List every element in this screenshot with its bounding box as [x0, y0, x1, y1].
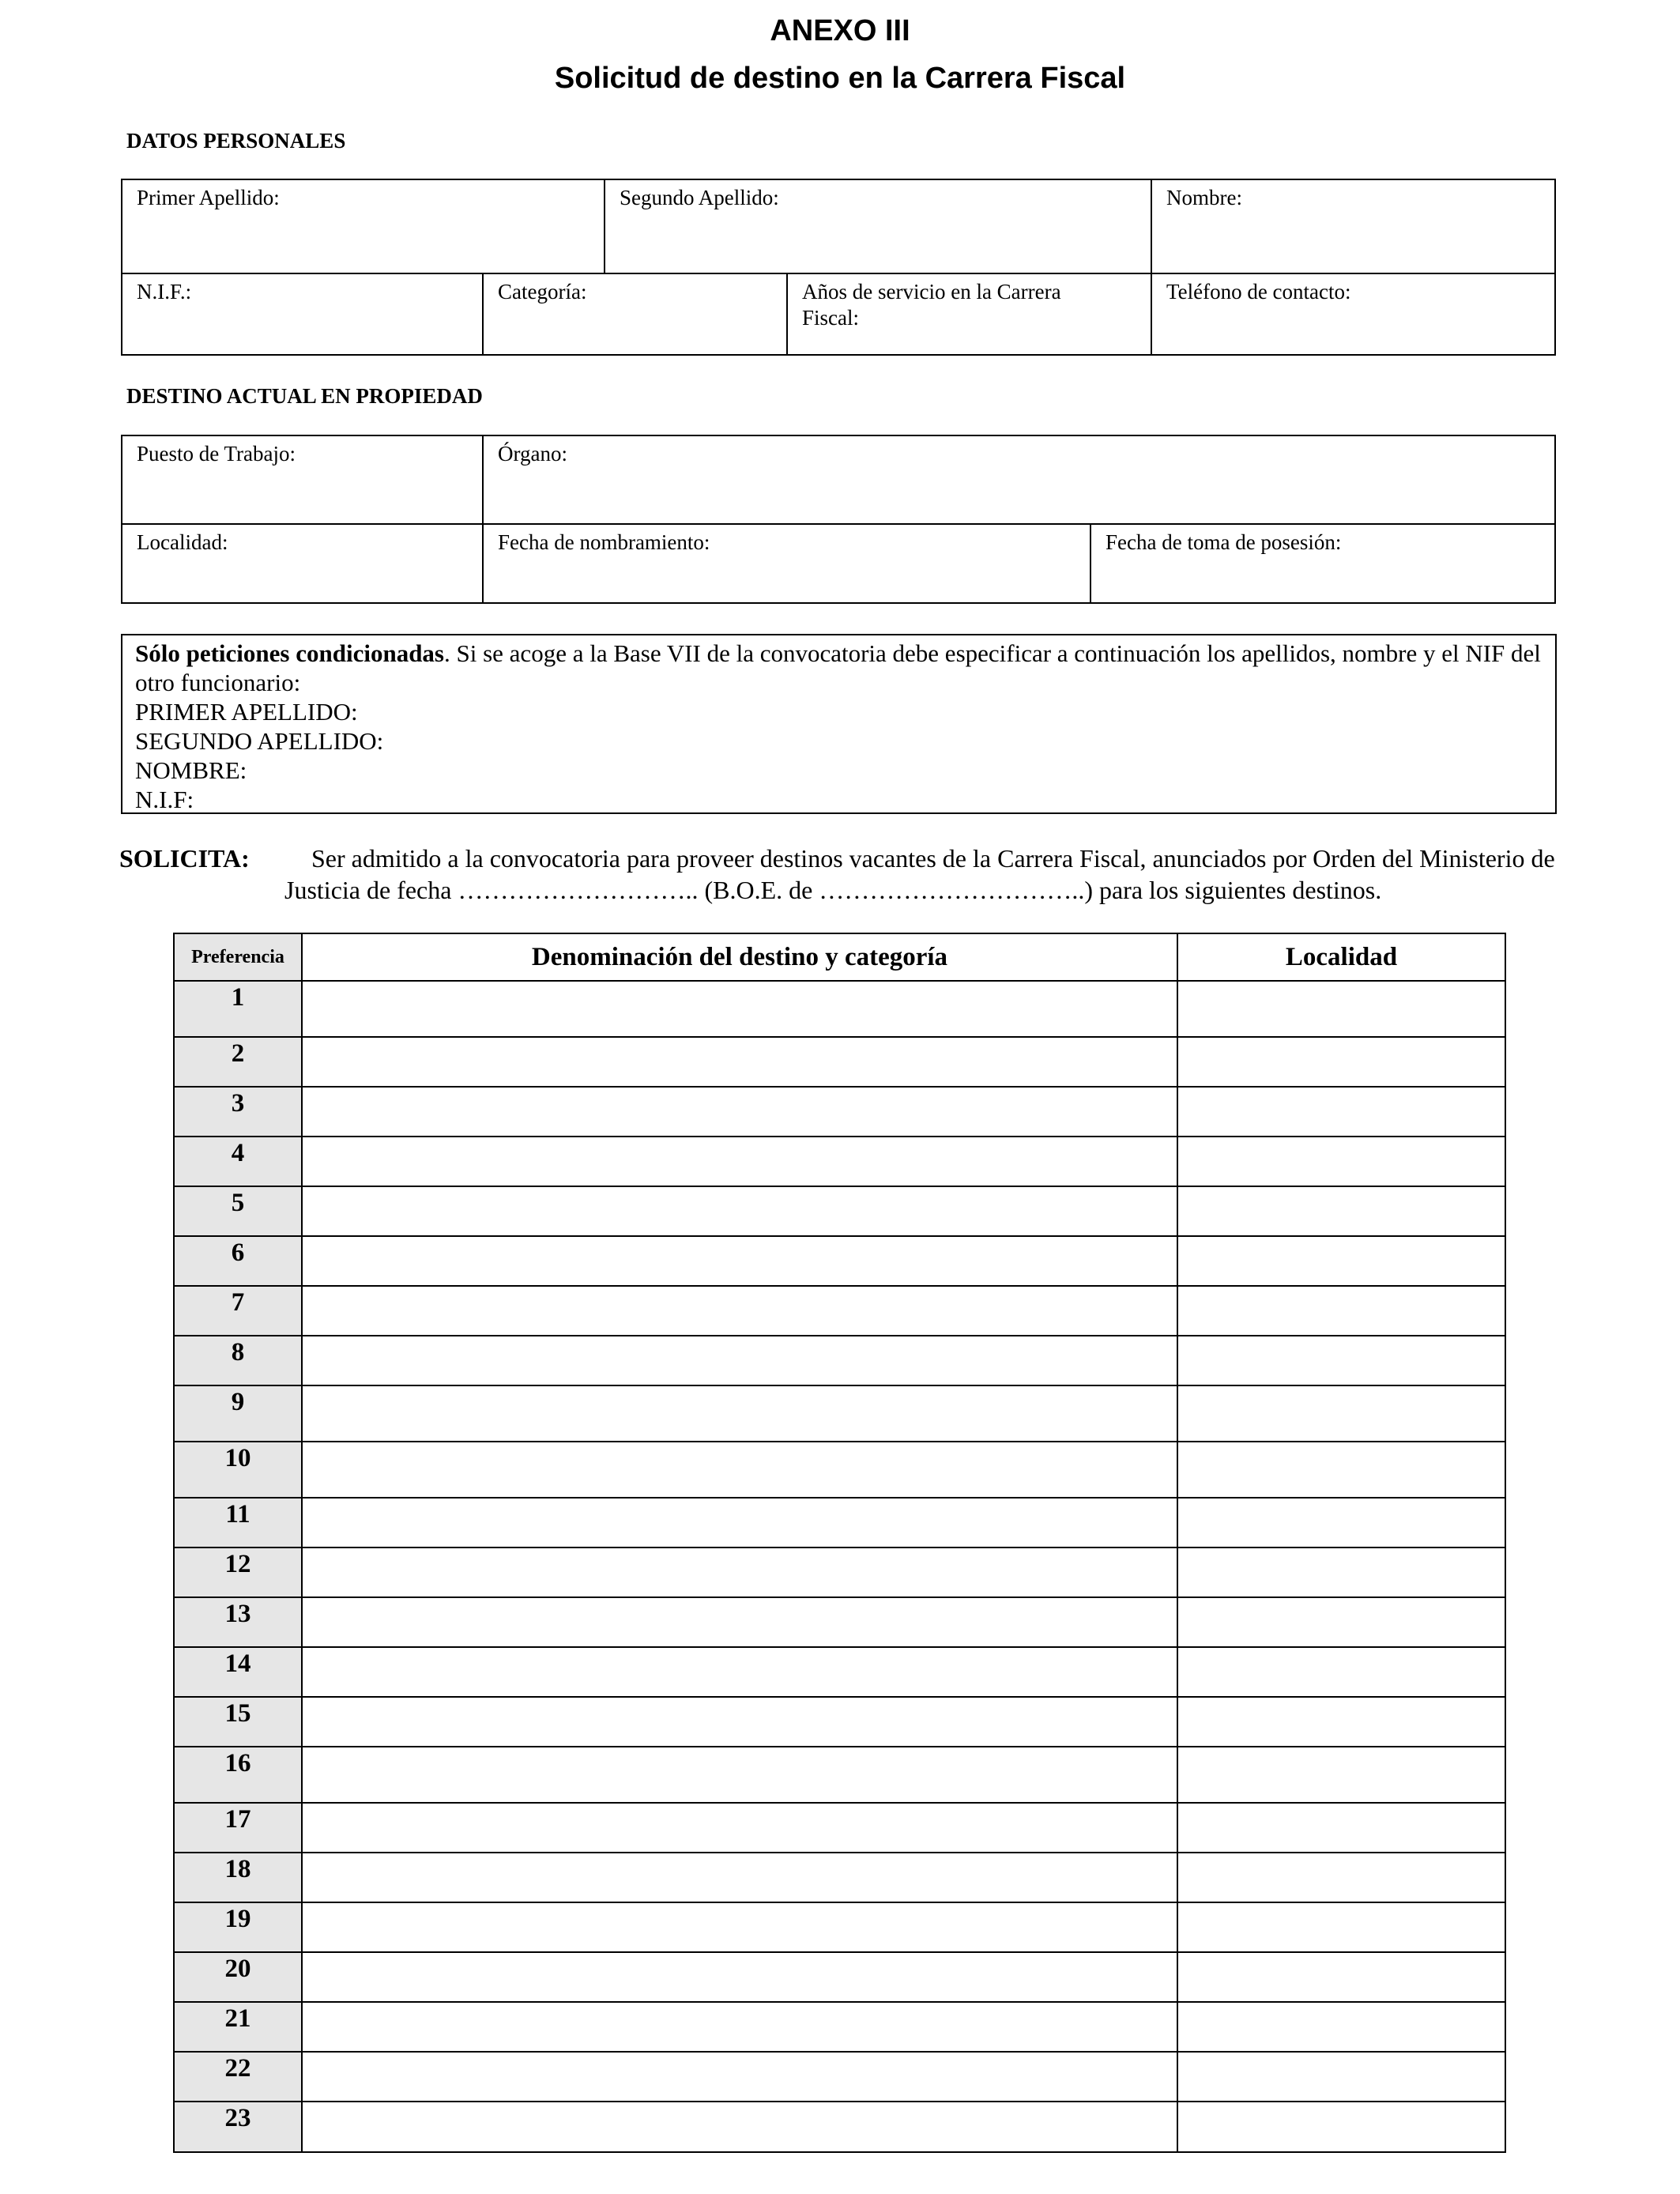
- nombre-field[interactable]: [1152, 180, 1554, 211]
- row-number: 22: [174, 2052, 302, 2102]
- table-row: [174, 1336, 1505, 1385]
- conditional-text: . Si se acoge a la Base VII de la convocatoria debe especificar a continuación los apellidos, nombre y el NIF del otro funcionario:: [135, 639, 1541, 696]
- nif-label: N.I.F.:: [137, 280, 192, 303]
- localidad-cell[interactable]: [1177, 1803, 1505, 1853]
- destino-cell[interactable]: [302, 1336, 1177, 1385]
- table-row: [174, 1853, 1505, 1902]
- header-localidad: Localidad: [1177, 933, 1505, 981]
- current-post-heading: DESTINO ACTUAL EN PROPIEDAD: [126, 384, 483, 408]
- row-number: 5: [174, 1186, 302, 1236]
- row-number: 6: [174, 1236, 302, 1286]
- solicita-label: SOLICITA:: [119, 844, 250, 873]
- row-number: 3: [174, 1087, 302, 1137]
- row-number: 14: [174, 1647, 302, 1697]
- row-number: 10: [174, 1442, 302, 1498]
- localidad-cell[interactable]: [1177, 2102, 1505, 2152]
- destino-cell[interactable]: [302, 1647, 1177, 1697]
- localidad-cell[interactable]: [1177, 2052, 1505, 2102]
- destino-cell[interactable]: [302, 1236, 1177, 1286]
- destino-cell[interactable]: [302, 1087, 1177, 1137]
- categoria-field[interactable]: [484, 274, 786, 305]
- localidad-cell[interactable]: [1177, 1902, 1505, 1952]
- telefono-field[interactable]: [1152, 274, 1554, 305]
- annex-number: ANEXO III: [770, 14, 910, 47]
- destino-cell[interactable]: [302, 1442, 1177, 1498]
- table-row: [174, 981, 1505, 1037]
- conditional-intro: [135, 639, 1555, 697]
- table-row: [174, 1547, 1505, 1597]
- telefono-label: Teléfono de contacto:: [1166, 280, 1351, 303]
- destino-cell[interactable]: [302, 2052, 1177, 2102]
- row-number: 8: [174, 1336, 302, 1385]
- destino-cell[interactable]: [302, 1902, 1177, 1952]
- organo-label: Órgano:: [498, 442, 567, 466]
- row-number: 4: [174, 1137, 302, 1186]
- destino-cell[interactable]: [302, 1547, 1177, 1597]
- localidad-cell[interactable]: [1177, 1647, 1505, 1697]
- destino-cell[interactable]: [302, 1137, 1177, 1186]
- row-number: 21: [174, 2002, 302, 2052]
- localidad-cell[interactable]: [1177, 1697, 1505, 1747]
- cond-primer-apellido[interactable]: PRIMER APELLIDO:: [135, 698, 358, 726]
- destino-cell[interactable]: [302, 1286, 1177, 1336]
- cond-nombre[interactable]: NOMBRE:: [135, 756, 247, 784]
- table-row: [174, 1286, 1505, 1336]
- current-post-box: [121, 435, 1556, 604]
- localidad-cell[interactable]: [1177, 981, 1505, 1037]
- anos-servicio-field[interactable]: [788, 274, 1096, 331]
- row-number: 16: [174, 1747, 302, 1803]
- table-row: [174, 1186, 1505, 1236]
- localidad-cell[interactable]: [1177, 1498, 1505, 1547]
- row-number: 17: [174, 1803, 302, 1853]
- destino-cell[interactable]: [302, 1385, 1177, 1442]
- personal-data-box: [121, 179, 1556, 356]
- table-row: [174, 1697, 1505, 1747]
- table-row: [174, 1385, 1505, 1442]
- row-number: 7: [174, 1286, 302, 1336]
- destino-cell[interactable]: [302, 1747, 1177, 1803]
- puesto-field[interactable]: [122, 436, 482, 467]
- row-number: 1: [174, 981, 302, 1037]
- header-preferencia: Preferencia: [174, 933, 302, 981]
- table-row: [174, 1952, 1505, 2002]
- categoria-label: Categoría:: [498, 280, 587, 303]
- organo-field[interactable]: [484, 436, 1554, 467]
- segundo-apellido-field[interactable]: [605, 180, 1151, 211]
- header-denominacion: Denominación del destino y categoría: [302, 933, 1177, 981]
- row-number: 2: [174, 1037, 302, 1087]
- fecha-posesion-field[interactable]: [1091, 525, 1554, 556]
- nombre-label: Nombre:: [1166, 186, 1242, 209]
- destino-cell[interactable]: [302, 1853, 1177, 1902]
- conditional-lead: Sólo peticiones condicionadas: [135, 639, 444, 667]
- row-number: 20: [174, 1952, 302, 2002]
- localidad-cell[interactable]: [1177, 1137, 1505, 1186]
- destino-cell[interactable]: [302, 1803, 1177, 1853]
- row-number: 12: [174, 1547, 302, 1597]
- destino-cell[interactable]: [302, 1952, 1177, 2002]
- row-number: 15: [174, 1697, 302, 1747]
- table-row: [174, 1442, 1505, 1498]
- row-number: 9: [174, 1385, 302, 1442]
- conditional-requests-box: [121, 634, 1557, 814]
- table-row: [174, 1087, 1505, 1137]
- row-number: 13: [174, 1597, 302, 1647]
- row-number: 23: [174, 2102, 302, 2152]
- localidad-cell[interactable]: [1177, 1087, 1505, 1137]
- table-row: [174, 1803, 1505, 1853]
- nif-field[interactable]: [122, 274, 482, 305]
- destino-cell[interactable]: [302, 2102, 1177, 2152]
- destino-cell[interactable]: [302, 1597, 1177, 1647]
- segundo-apellido-label: Segundo Apellido:: [620, 186, 779, 209]
- destino-cell[interactable]: [302, 2002, 1177, 2052]
- localidad-field[interactable]: [122, 525, 482, 556]
- table-row: [174, 1597, 1505, 1647]
- primer-apellido-field[interactable]: [122, 180, 604, 211]
- localidad-cell[interactable]: [1177, 1952, 1505, 2002]
- table-header-row: [174, 933, 1505, 981]
- localidad-cell[interactable]: [1177, 1547, 1505, 1597]
- table-row: [174, 2002, 1505, 2052]
- localidad-cell[interactable]: [1177, 2002, 1505, 2052]
- page-title: Solicitud de destino en la Carrera Fiscal: [554, 62, 1126, 95]
- table-row: [174, 2102, 1505, 2152]
- localidad-cell[interactable]: [1177, 1286, 1505, 1336]
- table-row: [174, 1498, 1505, 1547]
- cond-nif[interactable]: N.I.F:: [135, 786, 194, 813]
- localidad-cell[interactable]: [1177, 1597, 1505, 1647]
- localidad-cell[interactable]: [1177, 1186, 1505, 1236]
- destino-cell[interactable]: [302, 981, 1177, 1037]
- destino-cell[interactable]: [302, 1037, 1177, 1087]
- anos-servicio-label: Años de servicio en la Carrera Fiscal:: [802, 280, 1061, 330]
- destino-cell[interactable]: [302, 1697, 1177, 1747]
- row-number: 18: [174, 1853, 302, 1902]
- table-row: [174, 1647, 1505, 1697]
- cond-segundo-apellido[interactable]: SEGUNDO APELLIDO:: [135, 727, 384, 755]
- row-number: 11: [174, 1498, 302, 1547]
- localidad-cell[interactable]: [1177, 1385, 1505, 1442]
- localidad-cell[interactable]: [1177, 1442, 1505, 1498]
- solicita-line-1: Ser admitido a la convocatoria para proveer destinos vacantes de la Carrera Fiscal, anunciados por Orden del Ministerio de: [311, 844, 1555, 873]
- fecha-nombramiento-field[interactable]: [484, 525, 1090, 556]
- destino-cell[interactable]: [302, 1498, 1177, 1547]
- fecha-nombramiento-label: Fecha de nombramiento:: [498, 530, 710, 554]
- destino-cell[interactable]: [302, 1186, 1177, 1236]
- localidad-cell[interactable]: [1177, 1037, 1505, 1087]
- preferences-table: [173, 933, 1506, 2153]
- table-row: [174, 1137, 1505, 1186]
- localidad-label: Localidad:: [137, 530, 228, 554]
- localidad-cell[interactable]: [1177, 1853, 1505, 1902]
- fecha-posesion-label: Fecha de toma de posesión:: [1106, 530, 1342, 554]
- table-row: [174, 1747, 1505, 1803]
- localidad-cell[interactable]: [1177, 1747, 1505, 1803]
- table-row: [174, 1236, 1505, 1286]
- localidad-cell[interactable]: [1177, 1236, 1505, 1286]
- row-number: 19: [174, 1902, 302, 1952]
- table-row: [174, 1902, 1505, 1952]
- puesto-label: Puesto de Trabajo:: [137, 442, 296, 466]
- table-row: [174, 2052, 1505, 2102]
- solicita-line-2: Justicia de fecha ……………………….. (B.O.E. de …………………………..) para los siguientes destinos.: [284, 876, 1382, 904]
- primer-apellido-label: Primer Apellido:: [137, 186, 280, 209]
- table-row: [174, 1037, 1505, 1087]
- localidad-cell[interactable]: [1177, 1336, 1505, 1385]
- personal-data-heading: DATOS PERSONALES: [126, 129, 346, 153]
